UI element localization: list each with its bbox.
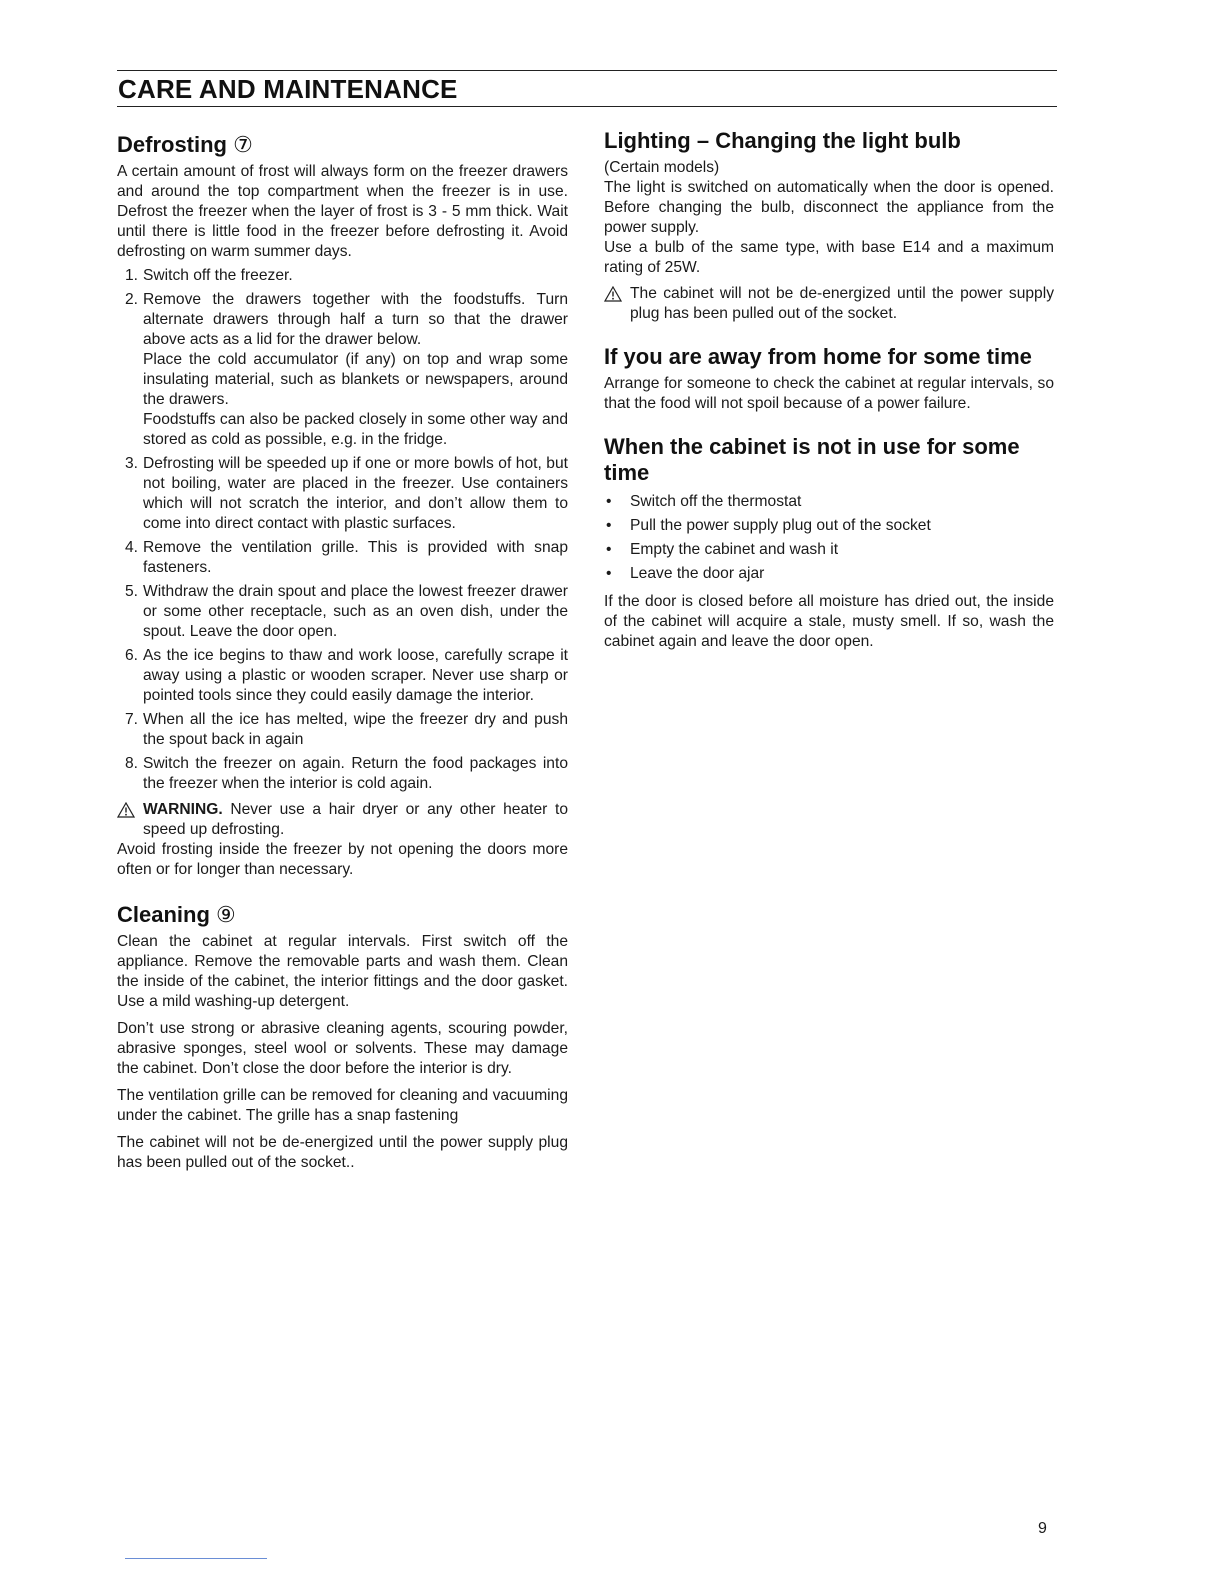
lighting-models-note: (Certain models)	[604, 159, 720, 176]
not-in-use-bullets	[604, 492, 1054, 584]
step-number: 2.	[125, 291, 139, 308]
away-title: If you are away from home for some time	[604, 344, 1032, 369]
lighting-paragraph-1: The light is switched on automatically when the door is opened. Before changing the bulb, disconnect the appliance from the power supply.	[604, 179, 1054, 236]
step-number: 3.	[125, 455, 139, 472]
cleaning-figure-marker: ⑨	[216, 902, 236, 927]
step-number: 8.	[125, 755, 139, 772]
defrosting-figure-marker: ⑦	[233, 132, 253, 157]
step-text-continued: Foodstuffs can also be packed closely in some other way and stored as cold as possible, e.g. in the fridge.	[143, 411, 568, 448]
list-item	[117, 582, 568, 642]
step-text: Remove the drawers together with the foodstuffs. Turn alternate drawers through half a turn so that the drawer above acts as a lid for the drawer below.	[143, 291, 568, 348]
not-in-use-paragraph: If the door is closed before all moisture has dried out, the inside of the cabinet will acquire a stale, musty smell. If so, wash the cabinet again and leave the door open.	[604, 593, 1054, 650]
lighting-title: Lighting – Changing the light bulb	[604, 128, 961, 153]
warning-label: WARNING.	[143, 801, 223, 818]
right-column	[604, 128, 1054, 652]
step-text-continued: Place the cold accumulator (if any) on top and wrap some insulating material, such as blankets or newspapers, around the drawers.	[143, 351, 568, 408]
warning-text: Never use a hair dryer or any other heater to speed up defrosting.	[143, 801, 569, 838]
step-number: 7.	[125, 711, 139, 728]
step-number: 6.	[125, 647, 139, 664]
list-item: • Pull the power supply plug out of the socket	[604, 516, 1054, 536]
page-title: CARE AND MAINTENANCE	[118, 74, 458, 104]
list-item: • Empty the cabinet and wash it	[604, 540, 1054, 560]
cleaning-paragraph-1: Clean the cabinet at regular intervals. First switch off the appliance. Remove the removable parts and wash them. Clean the inside of the cabinet, the interior fittings and the door gasket. Use a mild washing-up detergent.	[117, 933, 568, 1010]
list-item	[117, 538, 568, 578]
step-text: Remove the ventilation grille. This is provided with snap fasteners.	[143, 539, 568, 576]
lighting-paragraph-2: Use a bulb of the same type, with base E14 and a maximum rating of 25W.	[604, 239, 1054, 276]
cleaning-paragraph-4: The cabinet will not be de-energized until the power supply plug has been pulled out of the socket..	[117, 1134, 568, 1171]
cleaning-heading	[117, 902, 568, 928]
step-number: 1.	[125, 267, 139, 284]
list-item	[117, 266, 568, 286]
lighting-section	[604, 128, 1054, 324]
defrosting-steps	[117, 266, 568, 794]
away-paragraph: Arrange for someone to check the cabinet at regular intervals, so that the food will not spoil because of a power failure.	[604, 375, 1054, 412]
list-item: • Switch off the thermostat	[604, 492, 1054, 512]
defrosting-intro: A certain amount of frost will always form on the freezer drawers and around the top compartment when the freezer is in use. Defrost the freezer when the layer of frost is 3 - 5 mm thick. Wait until there is little food in the freezer before defrosting it. Avoid defrosting on warm summer days.	[117, 163, 568, 260]
not-in-use-section	[604, 434, 1054, 652]
list-item	[117, 710, 568, 750]
defrosting-closing: Avoid frosting inside the freezer by not opening the doors more often or for longer than necessary.	[117, 841, 568, 878]
away-section	[604, 344, 1054, 414]
cleaning-section	[117, 902, 568, 1173]
list-item	[117, 754, 568, 794]
not-in-use-title: When the cabinet is not in use for some time	[604, 434, 1020, 485]
lighting-warning	[604, 284, 1054, 324]
footer-rule	[125, 1558, 267, 1559]
defrosting-warning	[117, 800, 568, 840]
warning-triangle-icon	[117, 802, 135, 824]
cleaning-paragraph-2: Don’t use strong or abrasive cleaning agents, scouring powder, abrasive sponges, steel wool or solvents. These may damage the cabinet. Don’t close the door before the interior is dry.	[117, 1020, 568, 1077]
list-item: • Leave the door ajar	[604, 564, 1054, 584]
step-text: When all the ice has melted, wipe the freezer dry and push the spout back in again	[143, 711, 568, 748]
header-top-rule	[117, 70, 1057, 71]
step-text: Switch off the freezer.	[143, 267, 293, 284]
list-item	[117, 454, 568, 534]
step-text: Switch the freezer on again. Return the food packages into the freezer when the interior is cold again.	[143, 755, 568, 792]
step-text: As the ice begins to thaw and work loose, carefully scrape it away using a plastic or wooden scraper. Never use sharp or pointed tools since they could easily damage the interior.	[143, 647, 568, 704]
header-bottom-rule	[117, 106, 1057, 107]
step-number: 4.	[125, 539, 139, 556]
page-number: 9	[1038, 1520, 1047, 1537]
step-text: Withdraw the drain spout and place the lowest freezer drawer or some other receptacle, such as an oven dish, under the spout. Leave the door open.	[143, 583, 568, 640]
left-column	[117, 132, 568, 1173]
warning-triangle-icon	[604, 286, 622, 308]
defrosting-title: Defrosting	[117, 132, 227, 157]
warning-text: The cabinet will not be de-energized until the power supply plug has been pulled out of the socket.	[630, 285, 1054, 322]
list-item	[117, 646, 568, 706]
cleaning-paragraph-3: The ventilation grille can be removed for cleaning and vacuuming under the cabinet. The grille has a snap fastening	[117, 1087, 568, 1124]
step-number: 5.	[125, 583, 139, 600]
step-text: Defrosting will be speeded up if one or more bowls of hot, but not boiling, water are placed in the freezer. Use containers which will not scratch the interior, and don’t allow them to come into direct contact with plastic surfaces.	[143, 455, 568, 532]
defrosting-heading	[117, 132, 568, 158]
cleaning-title: Cleaning	[117, 902, 210, 927]
defrosting-section	[117, 132, 568, 880]
list-item	[117, 290, 568, 450]
